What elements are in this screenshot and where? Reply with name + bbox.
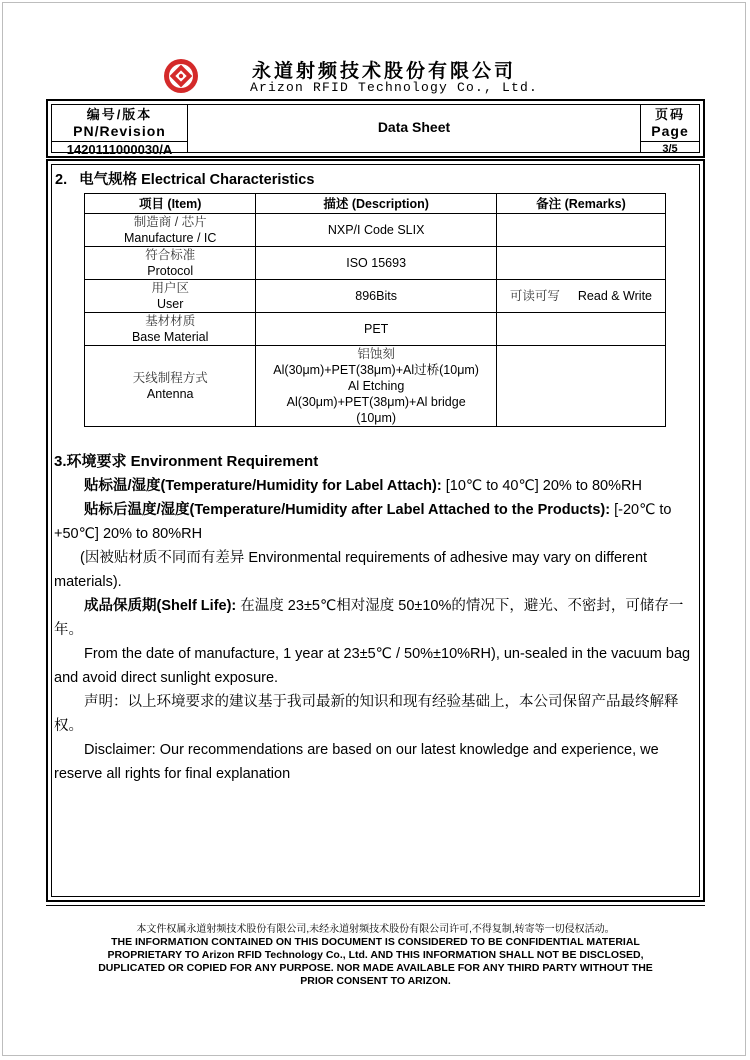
- footer-line-3: DUPLICATED OR COPIED FOR ANY PURPOSE. NOR MADE AVAILABLE FOR ANY THIRD PARTY WITHOUT THE: [98, 962, 653, 974]
- shelf-life-cn: 成品保质期(Shelf Life): 在温度 23±5℃相对湿度 50±10%的情况下，避光、不密封，可储存一年。: [54, 598, 684, 638]
- column-header-remarks: 备注 (Remarks): [496, 194, 665, 214]
- remarks-cell: [496, 247, 665, 280]
- description-cell: PET: [256, 313, 497, 346]
- table-row: [85, 280, 666, 313]
- table-header-row: [85, 194, 666, 214]
- footer-cn: 本文件权属永道射频技术股份有限公司,未经永道射频技术股份有限公司许可,不得复制,转寄等一切侵权活动。: [136, 924, 615, 935]
- pn-label-en: PN/Revision: [73, 123, 166, 139]
- electrical-characteristics-table: [84, 193, 666, 427]
- page-cell: [640, 105, 699, 155]
- disclaimer-en: Disclaimer: Our recommendations are based on our latest knowledge and experience, we reserve all rights for final explanation: [54, 742, 659, 782]
- company-name-en: Arizon RFID Technology Co., Ltd.: [250, 80, 539, 95]
- footer-divider: [46, 905, 705, 906]
- table-row: [85, 313, 666, 346]
- page-label-en: Page: [651, 123, 689, 139]
- footer-line-4: PRIOR CONSENT TO ARIZON.: [300, 975, 451, 987]
- remarks-cell: [496, 346, 665, 427]
- section-3: [54, 450, 696, 786]
- after-attach-condition: 贴标后温度/湿度(Temperature/Humidity after Label Attached to the Products): [-20℃ to +50℃] 20% to 80%RH: [54, 502, 672, 542]
- footer-line-2: PROPRIETARY TO Arizon RFID Technology Co., Ltd. AND THIS INFORMATION SHALL NOT BE DISCLOSED,: [107, 949, 644, 961]
- table-row: [85, 247, 666, 280]
- page-label-cn: 页码: [654, 107, 685, 122]
- footer-line-1: THE INFORMATION CONTAINED ON THIS DOCUMENT IS CONSIDERED TO BE CONFIDENTIAL MATERIAL: [111, 936, 640, 948]
- page-number: 3/5: [662, 143, 678, 155]
- table-row: [85, 346, 666, 427]
- item-cell: 符合标准 Protocol: [85, 247, 256, 280]
- pn-value: 1420111000030/A: [66, 142, 173, 157]
- item-cell: 天线制程方式 Antenna: [85, 346, 256, 427]
- section-2-number: 2.: [55, 172, 68, 188]
- remarks-cell: 可读可写 Read & Write: [496, 280, 665, 313]
- shelf-life-en: From the date of manufacture, 1 year at 23±5℃ / 50%±10%RH), un-sealed in the vacuum bag and avoid direct sunlight exposure.: [54, 646, 691, 686]
- pn-revision-cell: [52, 105, 188, 157]
- document-title: Data Sheet: [377, 119, 451, 135]
- confidentiality-footer: [46, 923, 705, 988]
- title-block: [46, 99, 705, 158]
- attach-condition: 贴标温/湿度(Temperature/Humidity for Label Attach): [10℃ to 40℃] 20% to 80%RH: [84, 478, 642, 494]
- disclaimer-cn: 声明：以上环境要求的建议基于我司最新的知识和现有经验基础上，本公司保留产品最终解释权。: [54, 694, 679, 734]
- section-2-title: 电气规格 Electrical Characteristics: [79, 172, 315, 188]
- column-header-item: 项目 (Item): [85, 194, 256, 214]
- table-row: [85, 214, 666, 247]
- pn-label-cn: 编号/版本: [86, 107, 153, 122]
- item-cell: 用户区 User: [85, 280, 256, 313]
- item-cell: 基材材质 Base Material: [85, 313, 256, 346]
- description-cell: ISO 15693: [256, 247, 497, 280]
- item-cell: 制造商 / 芯片 Manufacture / IC: [85, 214, 256, 247]
- description-cell: 896Bits: [256, 280, 497, 313]
- section-2-heading: [55, 168, 314, 189]
- adhesive-note: (因被贴材质不同而有差异 Environmental requirements of adhesive may vary on different materials).: [54, 550, 648, 590]
- section-3-heading: 3.环境要求 Environment Requirement: [54, 453, 319, 470]
- remarks-cell: [496, 313, 665, 346]
- description-cell: 铝蚀刻 Al(30μm)+PET(38μm)+Al过桥(10μm) Al Etching Al(30μm)+PET(38μm)+Al bridge (10μm): [256, 346, 497, 427]
- company-logo-icon: [163, 58, 199, 94]
- description-cell: NXP/I Code SLIX: [256, 214, 497, 247]
- company-name-cn: 永道射频技术股份有限公司: [252, 60, 517, 82]
- remarks-cell: [496, 214, 665, 247]
- column-header-description: 描述 (Description): [256, 194, 497, 214]
